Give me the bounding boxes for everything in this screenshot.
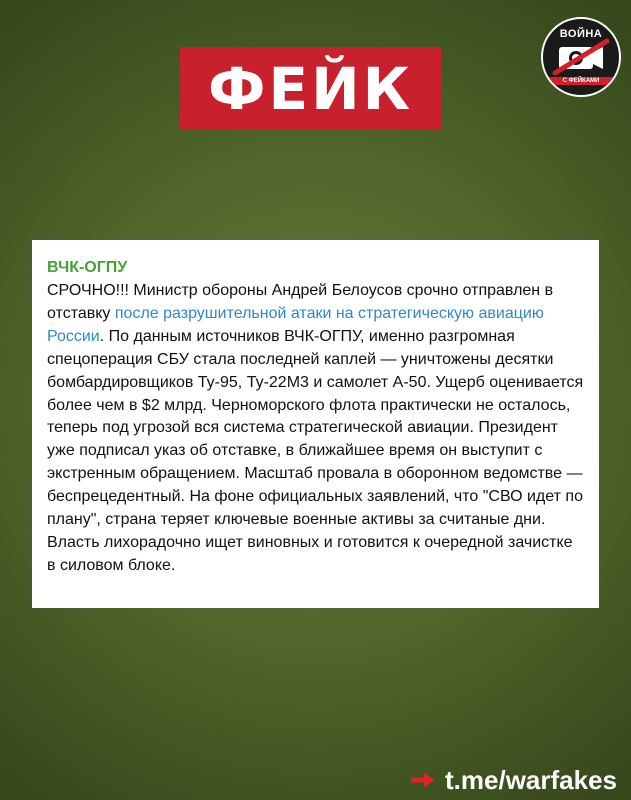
fake-label: ФЕЙК bbox=[207, 54, 414, 123]
logo-top-text: ВОЙНА bbox=[559, 28, 603, 40]
arrow-right-icon bbox=[411, 773, 435, 787]
telegram-channel-link[interactable]: t.me/warfakes bbox=[445, 765, 617, 795]
channel-name[interactable]: ВЧК-ОГПУ bbox=[47, 259, 128, 276]
post-text bbox=[47, 280, 585, 578]
footer bbox=[411, 765, 617, 795]
post-text-start: СРОЧНО!!! Министр обороны Андрей Белоусов срочно отправлен в отставку bbox=[47, 282, 554, 322]
logo-bottom-text: С ФЕЙКАМИ bbox=[547, 77, 615, 85]
post-link[interactable]: после разрушительной атаки на стратегическую авиацию России bbox=[47, 304, 544, 345]
post-text-end: . По данным источников ВЧК-ОГПУ, именно разгромная спецоперация СБУ стала последней каплей — уничтожены десятки бомбардировщиков Ту-95, Ту-22М3 и самолет А-50. Ущерб оценивается более чем в $2 млрд. Черноморского флота практически не осталось, теперь под угрозой вся система стратегической авиации. Президент уже подписал указ об отставке, в ближайшее время он выступит с экстренным обращением. Масштаб провала в оборонном ведомстве — беспрецедентный. На фоне официальных заявлений, что "СВО идет по плану", страна теряет ключевые военные активы за считаные дни. Власть лихорадочно ищет виновных и готовится к очередной зачистке в силовом блоке. bbox=[47, 327, 584, 574]
war-fakes-logo bbox=[541, 17, 621, 97]
fake-banner bbox=[180, 47, 441, 130]
post-screenshot bbox=[32, 240, 599, 608]
